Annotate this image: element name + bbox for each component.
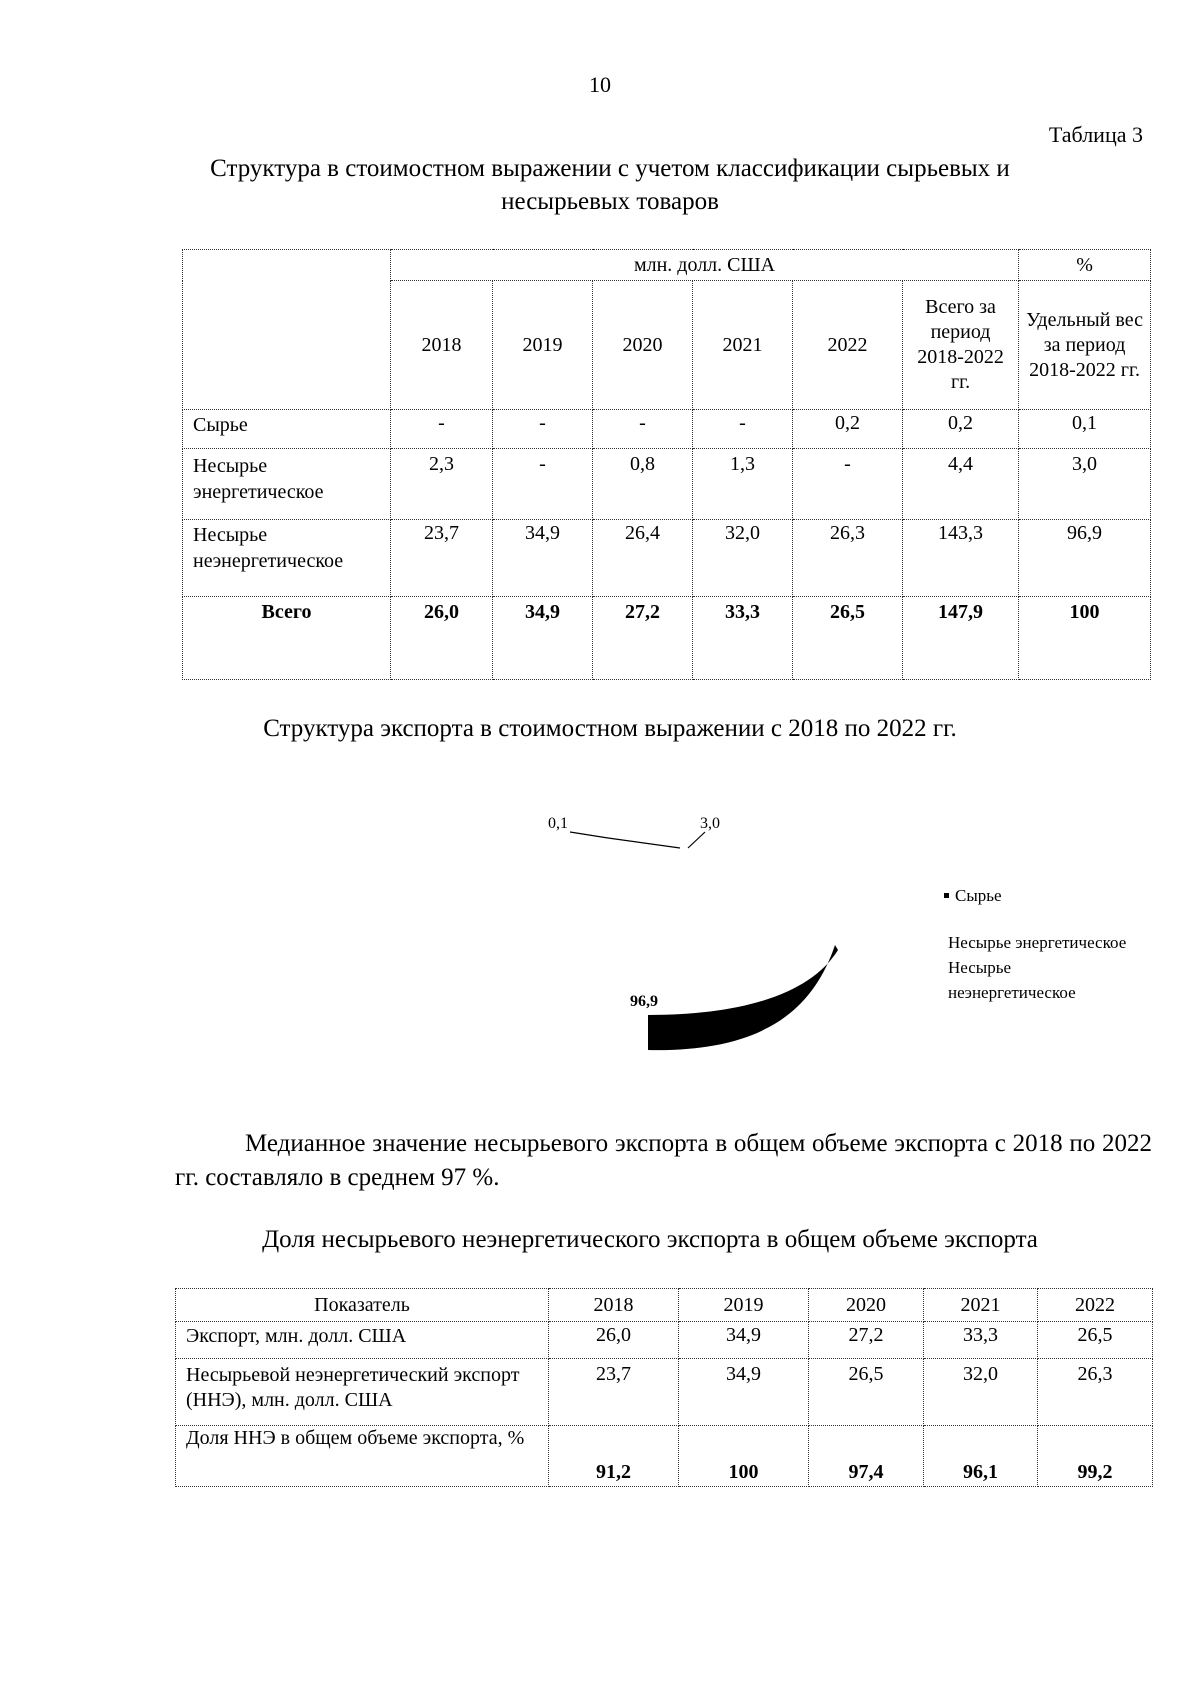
cell: 99,2 [1038, 1426, 1153, 1487]
cell: 3,0 [1019, 449, 1151, 520]
structure-table [182, 249, 1151, 680]
cell: 96,1 [924, 1426, 1038, 1487]
paragraph-text: Медианное значение несырьевого экспорта в общем объеме экспорта с 2018 по 2022 гг. составляло в среднем 97 %. [175, 1130, 1152, 1191]
cell: 26,4 [593, 520, 693, 597]
cell: - [693, 410, 793, 449]
header-year: 2020 [809, 1289, 924, 1322]
row-label: Несырье неэнергетическое [183, 520, 391, 597]
total-cell: 100 [1019, 597, 1151, 680]
cell: 26,3 [793, 520, 903, 597]
header-year: 2018 [549, 1289, 679, 1322]
export-structure-pie-chart [548, 810, 1140, 1070]
cell: 1,3 [693, 449, 793, 520]
legend-items-box [948, 930, 1138, 1040]
cell: - [493, 449, 593, 520]
total-cell: 33,3 [693, 597, 793, 680]
cell: 23,7 [549, 1359, 679, 1426]
data-label-energy: 3,0 [700, 815, 720, 832]
header-total-period: Всего за период 2018-2022 гг. [903, 281, 1019, 410]
table2-title: Доля несырьевого неэнергетического экспорта в общем объеме экспорта [262, 1226, 1038, 1253]
cell: 0,2 [793, 410, 903, 449]
header-year: 2019 [679, 1289, 809, 1322]
cell: 23,7 [391, 520, 493, 597]
cell: - [391, 410, 493, 449]
row-label: Экспорт, млн. долл. США [176, 1322, 549, 1359]
cell: - [593, 410, 693, 449]
cell: - [493, 410, 593, 449]
cell: 0,2 [903, 410, 1019, 449]
data-label-non-energy: 96,9 [630, 993, 658, 1010]
cell: 26,0 [549, 1322, 679, 1359]
cell: 4,4 [903, 449, 1019, 520]
cell: 34,9 [493, 520, 593, 597]
header-share: Удельный вес за период 2018-2022 гг. [1019, 281, 1151, 410]
cell: 0,8 [593, 449, 693, 520]
cell: 34,9 [679, 1322, 809, 1359]
table-row [176, 1426, 1153, 1487]
chart-title: Структура экспорта в стоимостном выражении с 2018 по 2022 гг. [263, 715, 957, 742]
table-label: Таблица 3 [1048, 122, 1143, 147]
row-label: Несырье энергетическое [183, 449, 391, 520]
table-row [176, 1359, 1153, 1426]
table-row [183, 449, 1151, 520]
header-indicator: Показатель [176, 1289, 549, 1322]
cell: 27,2 [809, 1322, 924, 1359]
cell: - [793, 449, 903, 520]
header-year: 2019 [493, 281, 593, 410]
total-cell: 147,9 [903, 597, 1019, 680]
cell: 26,5 [1038, 1322, 1153, 1359]
header-year: 2022 [1038, 1289, 1153, 1322]
header-year: 2021 [693, 281, 793, 410]
header-year: 2020 [593, 281, 693, 410]
cell: 91,2 [549, 1426, 679, 1487]
median-paragraph [175, 1127, 1152, 1195]
header-percent: % [1019, 250, 1151, 281]
row-label: Доля ННЭ в общем объеме экспорта, % [176, 1426, 549, 1487]
cell: 26,3 [1038, 1359, 1153, 1426]
row-label: Несырьевой неэнергетический экспорт (ННЭ), млн. долл. США [176, 1359, 549, 1426]
cell: 97,4 [809, 1426, 924, 1487]
share-table [175, 1288, 1153, 1487]
cell: 32,0 [693, 520, 793, 597]
table-row [176, 1322, 1153, 1359]
cell: 100 [679, 1426, 809, 1487]
cell: 34,9 [679, 1359, 809, 1426]
leader-line-energy [688, 832, 705, 848]
data-label-raw: 0,1 [548, 815, 568, 832]
legend-item-raw: Сырье [955, 886, 1002, 905]
pie-slice-non-energy [648, 945, 838, 1050]
legend-item-non-energy: Несырье неэнергетическое [948, 958, 1076, 1002]
table-row [183, 520, 1151, 597]
total-row [183, 597, 1151, 680]
row-label: Сырье [183, 410, 391, 449]
total-cell: 27,2 [593, 597, 693, 680]
total-label: Всего [183, 597, 391, 680]
cell: 0,1 [1019, 410, 1151, 449]
header-year: 2022 [793, 281, 903, 410]
cell: 26,5 [809, 1359, 924, 1426]
cell: 2,3 [391, 449, 493, 520]
total-cell: 34,9 [493, 597, 593, 680]
leader-line-raw [570, 832, 680, 848]
table1-title: Структура в стоимостном выражении с учетом классификации сырьевых и несырьевых товаров [210, 155, 1010, 215]
page-number: 10 [589, 72, 611, 97]
header-units: млн. долл. США [391, 250, 1019, 281]
total-cell: 26,0 [391, 597, 493, 680]
cell: 96,9 [1019, 520, 1151, 597]
header-year: 2021 [924, 1289, 1038, 1322]
cell: 32,0 [924, 1359, 1038, 1426]
header-empty-cell [183, 250, 391, 410]
legend-marker [944, 893, 949, 898]
cell: 33,3 [924, 1322, 1038, 1359]
header-year: 2018 [391, 281, 493, 410]
legend-item-energy: Несырье энергетическое [948, 933, 1127, 952]
table-row [183, 410, 1151, 449]
total-cell: 26,5 [793, 597, 903, 680]
cell: 143,3 [903, 520, 1019, 597]
